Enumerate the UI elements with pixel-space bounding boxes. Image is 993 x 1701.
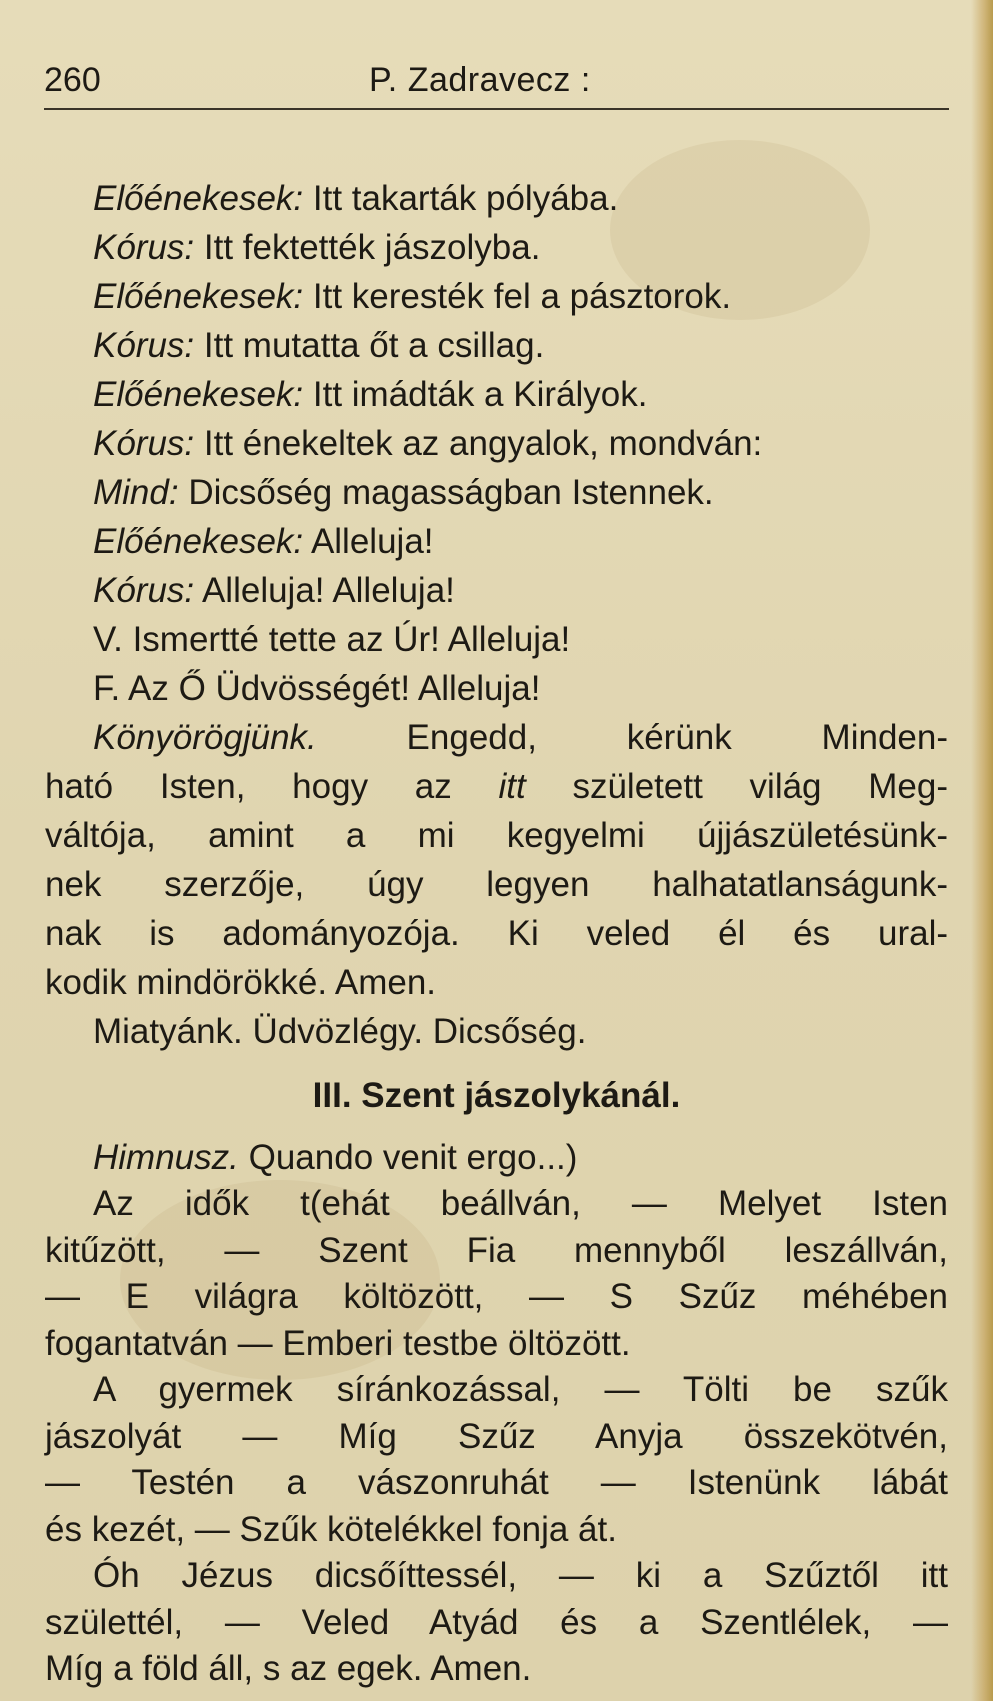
responsory-line <box>93 324 544 368</box>
responsory-text: Alleluja! Alleluja! <box>201 571 455 610</box>
prayer-text: Engedd, kérünk Minden- <box>406 718 948 757</box>
speaker-label: Előénekesek: <box>93 375 304 414</box>
responsory-line <box>93 471 714 515</box>
page-header <box>44 55 949 105</box>
speaker-label: Kórus: <box>93 424 195 463</box>
responsory-text: Itt imádták a Királyok. <box>312 375 648 414</box>
section-heading: III. Szent jászolykánál. <box>312 1076 681 1115</box>
responsory-line <box>93 275 731 319</box>
prayer-text: született világ Meg- <box>572 767 948 806</box>
hymn-line: és kezét, — Szűk kötelékkel fonja át. <box>45 1509 617 1549</box>
responsory-text: Itt fektették jászolyba. <box>203 228 541 267</box>
responsory-text: Itt keresték fel a pásztorok. <box>312 277 732 316</box>
hymn-line: — Testén a vászonruhát — Istenünk lábát <box>45 1463 948 1502</box>
responsory-line <box>93 177 618 221</box>
responsory-line <box>93 373 647 417</box>
page-edge-shadow <box>971 0 993 1701</box>
prayer-line <box>45 765 948 809</box>
hymn-line: kitűzött, — Szent Fia mennyből leszállván, <box>45 1230 948 1270</box>
prayer-text-italic: itt <box>498 767 526 806</box>
speaker-label: Előénekesek: <box>93 522 304 561</box>
responsory-text: Itt énekeltek az angyalok, mondván: <box>203 424 763 463</box>
hymn-line: Az idők t(ehát beállván, — Melyet Isten <box>93 1184 948 1223</box>
prayer-label: Könyörögjünk. <box>93 718 317 757</box>
hymn-line: Míg a föld áll, s az egek. Amen. <box>45 1649 532 1688</box>
speaker-label: Kórus: <box>93 571 195 610</box>
page-number: 260 <box>44 61 101 99</box>
responsory-text: Dicsőség magasságban Istennek. <box>188 473 714 512</box>
hymn-title-line <box>93 1136 577 1180</box>
prayer-line: kodik mindörökké. Amen. <box>45 963 437 1002</box>
speaker-label: Mind: <box>93 473 179 512</box>
hymn-incipit: Quando venit ergo...) <box>248 1137 578 1177</box>
versicle: V. Ismertté tette az Úr! Alleluja! <box>93 620 571 659</box>
hymn-line: jászolyát — Míg Szűz Anyja összekötvén, <box>45 1416 948 1456</box>
prayer-line: nak is adományozója. Ki veled él és ural- <box>45 914 948 953</box>
responsory-line <box>93 422 762 466</box>
header-rule <box>44 108 949 110</box>
speaker-label: Előénekesek: <box>93 179 304 218</box>
hymn-line: Óh Jézus dicsőíttessél, — ki a Szűztől itt <box>93 1556 948 1595</box>
hymn-line: fogantatván — Emberi testbe öltözött. <box>45 1323 631 1363</box>
responsory-line <box>93 520 434 564</box>
response: F. Az Ő Üdvösségét! Alleluja! <box>93 669 541 708</box>
hymn-label: Himnusz. <box>93 1137 239 1177</box>
responsory-line <box>93 569 455 613</box>
prayer-line: váltója, amint a mi kegyelmi újjászületésünk- <box>45 816 948 855</box>
prayer-line: nek szerzője, úgy legyen halhatatlanságunk- <box>45 865 948 904</box>
prayer-line <box>93 716 948 760</box>
responsory-line <box>93 226 540 270</box>
hymn-line: — E világra költözött, — S Szűz méhében <box>45 1277 948 1316</box>
speaker-label: Kórus: <box>93 228 195 267</box>
responsory-text: Alleluja! <box>310 522 434 561</box>
hymn-line: A gyermek síránkozással, — Tölti be szűk <box>93 1370 948 1409</box>
speaker-label: Kórus: <box>93 326 195 365</box>
responsory-text: Itt mutatta őt a csillag. <box>203 326 545 365</box>
running-head: P. Zadravecz : <box>369 61 591 99</box>
hymn-line: születtél, — Veled Atyád és a Szentlélek, — <box>45 1602 948 1642</box>
speaker-label: Előénekesek: <box>93 277 304 316</box>
prayer-closing: Miatyánk. Üdvözlégy. Dicsőség. <box>93 1012 587 1051</box>
responsory-text: Itt takarták pólyába. <box>312 179 619 218</box>
prayer-text: ható Isten, hogy az <box>45 767 452 806</box>
